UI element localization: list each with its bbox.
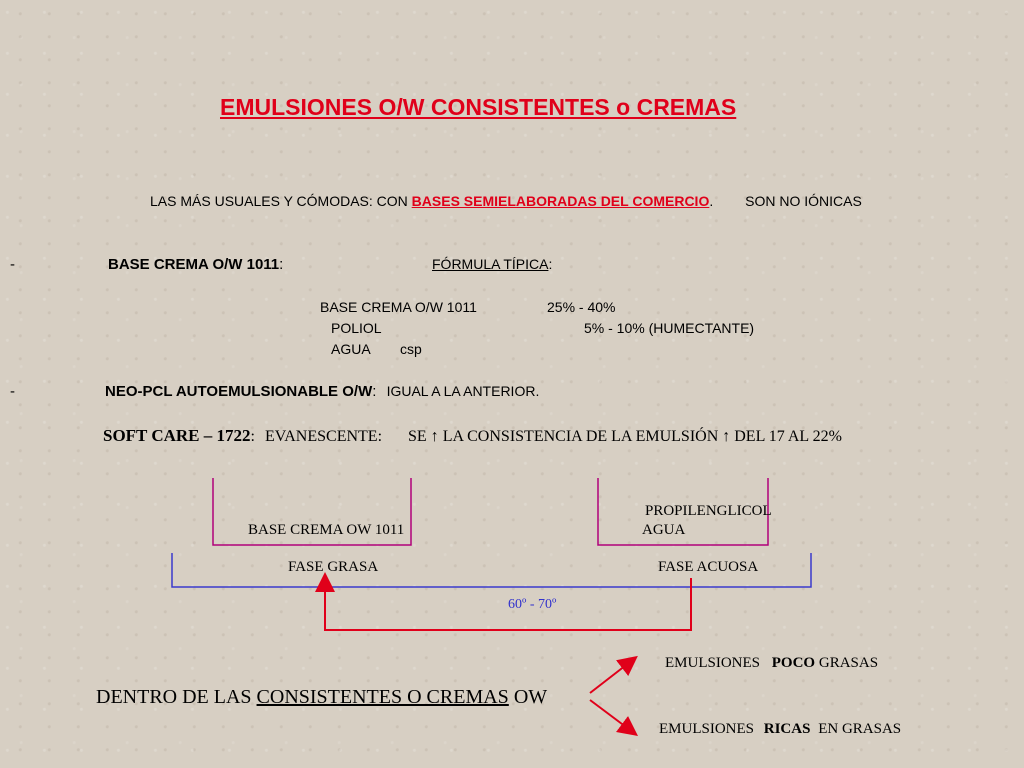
poco-text-2: GRASAS [818,655,879,671]
arrow-poco [590,662,630,693]
neo-pcl-name: NEO-PCL AUTOEMULSIONABLE O/W [105,383,373,400]
formula-row-1-amount: 25% - 40% [547,299,616,315]
fase-acuosa-label: FASE ACUOSA [658,559,759,575]
intro-text: LAS MÁS USUALES Y CÓMODAS: CON [150,193,408,209]
intro-highlight: BASES SEMIELABORADAS DEL COMERCIO [411,193,710,209]
fase-grasa-label: FASE GRASA [288,559,379,575]
soft-care-type: EVANESCENTE: [264,428,383,445]
poco-text-1: EMULSIONES [665,655,761,671]
ricas-text-1: EMULSIONES [659,721,755,737]
formula-row-1-ingredient: BASE CREMA O/W 1011 [320,299,477,315]
arrow-ricas [590,700,630,730]
intro-period: . [709,193,714,209]
conclusion-main-underlined: CONSISTENTES O CREMAS [256,686,509,708]
formula-row-2-ingredient: POLIOL [331,320,382,336]
page-title: EMULSIONES O/W CONSISTENTES o CREMAS [220,94,737,120]
soft-care-colon: : [250,428,255,445]
right-phase-content-2: AGUA [642,522,686,538]
emulsiones-ricas [659,721,901,738]
formula-colon: : [548,256,553,272]
neo-pcl-desc: IGUAL A LA ANTERIOR. [386,383,540,399]
temperature-label: 60º - 70º [508,597,557,612]
formula-row-3-amount: csp [400,341,422,357]
neo-pcl-dash: - [10,383,15,400]
conclusion-main-1: DENTRO DE LAS [96,686,252,708]
formula-row-3-ingredient: AGUA [331,341,371,357]
ricas-bold: RICAS [763,721,811,737]
soft-care-name: SOFT CARE – 1722 [103,426,251,445]
conclusion-main-2: OW [513,686,548,708]
soft-care-desc: SE ↑ LA CONSISTENCIA DE LA EMULSIÓN ↑ DEL 17 AL 22% [408,428,842,445]
left-phase-content: BASE CREMA OW 1011 [248,522,405,538]
neo-pcl-colon: : [372,383,377,400]
base-crema-label: BASE CREMA O/W 1011 [108,256,280,273]
right-phase-content-1: PROPILENGLICOL [645,503,772,519]
formula-row-2-amount: 5% - 10% (HUMECTANTE) [584,320,755,336]
formula-label-text: FÓRMULA TÍPICA [432,256,549,272]
conclusion-main [96,686,547,709]
base-crema-dash: - [10,256,15,273]
emulsiones-poco [665,655,878,672]
poco-bold: POCO [771,655,816,671]
ricas-text-2: EN GRASAS [818,721,902,737]
intro-nonionic: SON NO IÓNICAS [745,193,862,209]
base-crema-colon: : [279,256,284,273]
